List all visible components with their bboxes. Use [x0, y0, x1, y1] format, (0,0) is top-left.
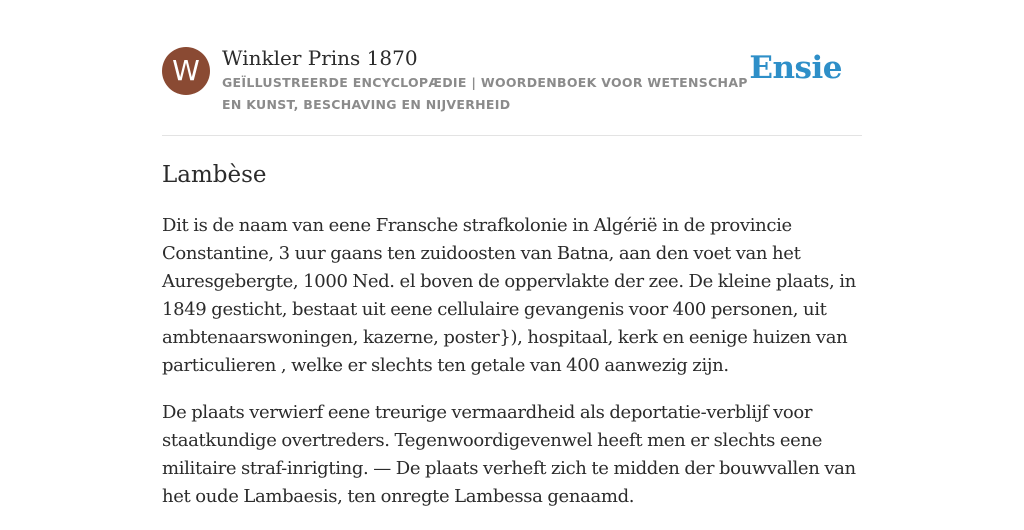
source-title[interactable]: Winkler Prins 1870: [222, 46, 418, 70]
article-body: [162, 212, 862, 530]
article-title: Lambèse: [162, 162, 267, 188]
article-paragraph: De plaats verwierf eene treurige vermaardheid als deportatie-verblijf voor staatkundige overtreders. Tegenwoordigevenwel heeft men er slechts eene militaire straf-inrigting. — De plaats verheft zich te midden der bouwvallen van het oude Lambaesis, ten onregte Lambessa genaamd.: [162, 402, 856, 507]
ensie-logo[interactable]: Ensie: [749, 50, 842, 86]
source-header: [162, 46, 862, 118]
source-subtitle: GEÏLLUSTREERDE ENCYCLOPÆDIE | WOORDENBOEK VOOR WETENSCHAP EN KUNST, BESCHAVING EN NIJVERHEID: [222, 75, 748, 112]
avatar: W: [162, 47, 210, 95]
article-paragraph: Dit is de naam van eene Fransche strafkolonie in Algérië in de provincie Constantine, 3 uur gaans ten zuidoosten van Batna, aan den voet van het Auresgebergte, 1000 Ned. el boven de oppervlakte der zee. De kleine plaats, in 1849 gesticht, bestaat uit eene cellulaire gevangenis voor 400 personen, uit ambtenaarswoningen, kazerne, poster}), hospitaal, kerk en eenige huizen van particulieren , welke er slechts ten getale van 400 aanwezig zijn.: [162, 215, 856, 376]
divider: [162, 135, 862, 136]
